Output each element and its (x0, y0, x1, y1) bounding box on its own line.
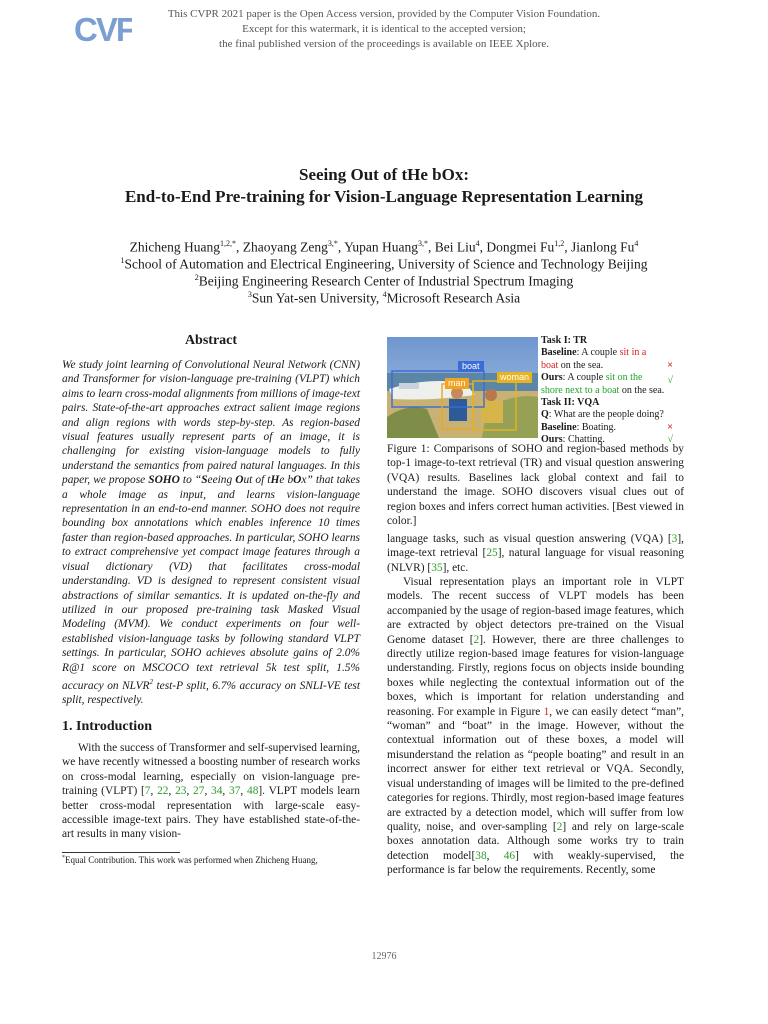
figure-reference-link[interactable]: 1 (543, 705, 550, 718)
citation-link[interactable]: 35 (431, 561, 443, 574)
citation-link[interactable]: 34 (211, 785, 223, 798)
figure-1-task-panel (541, 335, 681, 447)
correct-text: sit on the (605, 372, 643, 384)
banner-line-3: the final published version of the proceedings is available on IEEE Xplore. (219, 38, 549, 50)
task-text: : What are the people doing? (548, 409, 664, 421)
task-text: : Boating. (576, 421, 617, 433)
affil-text: School of Automation and Electrical Engineering, University of Science and Technology Beijing (124, 256, 648, 272)
task-text: on the sea. (619, 384, 665, 396)
banner-line-1: This CVPR 2021 paper is the Open Access version, provided by the Computer Vision Foundation. (167, 8, 601, 20)
task-1-title (541, 335, 681, 347)
citation-link[interactable]: 3 (671, 533, 678, 545)
abstract-text: e b (279, 474, 294, 487)
task-heading: Task II (541, 397, 572, 409)
cross-mark-icon: × (667, 359, 673, 371)
citation-link[interactable]: 38 (475, 849, 487, 862)
author-name: Jianlong Fu (570, 239, 635, 255)
body-text: ], natural language for visual reasoning (NLVR) [ (387, 547, 685, 574)
introduction-paragraph: With the success of Transformer and self-supervised learning, we have recently witnessed a boosting number of research works on cross-modal learning, especially on vision-language pre-training (VLPT) [7, 22, 23, 27, 34, 37, 48]. VLPT models learn better cross-modal representation with large-scale easy-accessible image-text pairs. They have established state-of-the-art results in many vision- (62, 742, 360, 841)
caption-label: Figure 1: (387, 443, 430, 455)
citation-link[interactable]: 37 (229, 785, 241, 798)
ours-label: Ours (541, 434, 563, 446)
tr-baseline-line-2 (541, 360, 681, 372)
author-affil-sup: 4 (634, 239, 639, 248)
intro-text: With the success of Transformer and self-supervised learning, we have recently witnessed a boosting number of research works on cross-modal learning, especially on vision-language pre-training (VLPT) [ (62, 742, 360, 798)
vqa-question (541, 409, 681, 421)
author-affil-sup: 1,2,* (219, 239, 236, 248)
footnote-text: Equal Contribution. This work was performed when Zhicheng Huang, (65, 855, 318, 865)
baseline-label: Baseline (541, 421, 577, 433)
author-name: Yupan Huang (344, 239, 418, 255)
citation-link[interactable]: 7 (144, 785, 151, 798)
affil-sup: 3 (247, 290, 252, 299)
paper-title-line-2: End-to-End Pre-training for Vision-Language Representation Learning (124, 187, 644, 206)
author-name: Dongmei Fu (486, 239, 555, 255)
svg-text:CVF: CVF (74, 12, 132, 46)
abstract-acronym-letter: O (235, 474, 244, 487)
affil-text: Microsoft Research Asia (386, 290, 521, 306)
task-text: : A couple (562, 372, 606, 384)
abstract-text: test-P split, 6.7% accuracy on SNLI-VE test split, respectively. (62, 679, 360, 707)
affil-text: Beijing Engineering Research Center of Industrial Spectrum Imaging (198, 273, 574, 289)
wrong-text: boat (541, 359, 559, 371)
introduction-heading: 1. Introduction (62, 719, 152, 734)
citation-link[interactable]: 48 (247, 785, 259, 798)
body-text: Visual representation plays an important role in VLPT models. The recent success of VLPT models has been accompanied by the usage of region-based image features, which are extracted by object detectors pre-trained on the Visual Genome dataset [ (387, 576, 684, 646)
tr-baseline-line-1 (541, 347, 681, 359)
ours-label: Ours (541, 372, 563, 384)
citation-link[interactable]: 23 (175, 785, 187, 798)
caption-text: Comparisons of SOHO and region-based methods by top-1 image-to-text retrieval (TR) and visual question answering (VQA) results. Baselines lack global context and fail to understand the image. SOHO discovers visual clues out of region boxes and infers correct human activities. [Best viewed in color.] (387, 443, 684, 528)
tr-ours-line-2 (541, 385, 681, 397)
affiliation-3-4 (0, 286, 768, 307)
author-list: Zhicheng Huang$^{1,2,*}$, Zhaoyang Zeng$^{3,*}$, Yupan Huang$^{3,*}$, Bei Liu$^4$, Dongmei Fu$^{1,2}$, Jianlong Fu$^4$ (129, 239, 639, 255)
citation-link[interactable]: 22 (157, 785, 169, 798)
author-name: Bei Liu (434, 239, 476, 255)
affil-text: Sun Yat-sen University, (251, 290, 383, 306)
author-affil-sup: 4 (475, 239, 480, 248)
correct-text: shore next to a boat (541, 384, 620, 396)
body-text: , (486, 849, 504, 862)
abstract-text: eeing (207, 474, 236, 487)
abstract-sup: 2 (149, 677, 154, 686)
author-name: Zhicheng Huang (129, 239, 220, 255)
right-paragraph-1 (387, 532, 684, 575)
body-text: ]. However, there are three challenges to directly utilize region-based image features for vision-language understanding. Firstly, regions focus on objects inside bounding boxes while neglecting the contextual information out of the boxes, which is important for relation understanding and reasoning. For example in Figure (387, 633, 684, 718)
author-affil-sup: 1,2 (554, 239, 565, 248)
abstract-body (62, 358, 360, 708)
task-text: : Chatting. (562, 434, 605, 446)
body-text: language tasks, such as visual question answering (VQA) [ (387, 533, 672, 545)
abstract-text: to “ (179, 474, 202, 487)
task-2-title (541, 397, 681, 409)
baseline-label: Baseline (541, 347, 577, 359)
task-text: on the sea. (558, 359, 604, 371)
body-text: ], etc. (442, 561, 469, 574)
task-name: : VQA (571, 397, 600, 409)
abstract-text: We study joint learning of Convolutional Neural Network (CNN) and Transformer for vision-language pre-training (VLPT) which aims to learn cross-modal alignments from millions of image-text pairs. State-of-the-art approaches extract salient image regions and align regions with words step-by-step. As region-based visual features usually represent parts of an image, it is challenging for existing vision-language models to fully understand the semantics from paired natural languages. In this paper, we propose (62, 359, 360, 487)
abstract-acronym-letter: S (201, 474, 208, 487)
body-text: ] and rely on large-scale boxes annotation data. Although some works try to train detection model[ (387, 820, 684, 862)
vqa-baseline (541, 422, 681, 434)
body-text: , we can easily detect “man”, “woman” and “boat” in the image. However, without the contextual information out of these boxes, a model will misunderstand the relation as “people boating” and result in an incorrect answer for either text retrieval or VQA. Secondly, visual understanding of images will be limited to the pre-defined categories for regions. Thirdly, most region-based image features are extracted by a detection model, which will suffer from low quality, noise, and over-sampling [ (387, 705, 684, 833)
check-mark-icon: √ (667, 375, 673, 387)
body-text: ] with weakly-supervised, the performance is far below the requirements. Recently, some (387, 849, 684, 877)
abstract-acronym-letter: H (270, 474, 280, 487)
citation-link[interactable]: 2 (473, 633, 480, 646)
task-name: : TR (567, 335, 588, 346)
citation-link[interactable]: 27 (193, 785, 205, 798)
author-name: Zhaoyang Zeng (242, 239, 328, 255)
abstract-text: ut of t (243, 474, 271, 487)
footnote (62, 853, 360, 866)
paper-title-line-1: Seeing Out of tHe bOx: (299, 165, 469, 184)
citation-link[interactable]: 46 (503, 849, 516, 862)
abstract-soho: SOHO (148, 474, 180, 487)
boat-box-label: boat (458, 361, 484, 372)
question-label: Q (541, 409, 549, 421)
check-mark-icon: √ (667, 434, 673, 446)
affil-sup: 1 (120, 256, 125, 265)
abstract-text: x (301, 474, 307, 487)
abstract-text: ” that takes a whole image as input, and learns vision-language representation in an end-to-end manner. SOHO does not require bounding box annotations which enables inference 10 times faster than region-based approaches. In particular, SOHO learns to extract comprehensive yet compact image features through a visual dictionary (VD) that facilitates cross-modal understanding. VD is designed to represent consistent visual abstractions of similar semantics. It is updated on-the-fly and utilized in our proposed pre-training task Masked Visual Modeling (MVM). We conduct experiments on four well-established vision-language tasks by following standard VLPT settings. In particular, SOHO achieves absolute gains of 2.0% R@1 score on MSCOCO text retrieval 5k test split, 1.5% accuracy on NLVR (62, 474, 361, 692)
task-heading: Task I (541, 335, 568, 346)
affil-sup: 4 (382, 290, 387, 299)
author-affil-sup: 3,* (417, 239, 428, 248)
abstract-acronym-letter: O (293, 474, 302, 487)
footnote-mark: * (62, 855, 65, 861)
wrong-text: sit in a (619, 347, 647, 359)
open-access-banner (0, 7, 768, 52)
banner-line-2: Except for this watermark, it is identical to the accepted version; (242, 23, 526, 35)
figure-1-caption (387, 442, 684, 528)
affil-sup: 2 (194, 273, 199, 282)
tr-ours-line-1 (541, 372, 681, 387)
citation-link[interactable]: 25 (486, 547, 498, 560)
citation-link[interactable]: 2 (556, 820, 563, 833)
man-box-label: man (445, 378, 469, 389)
woman-box-label: woman (497, 372, 532, 383)
body-text: ], image-text retrieval [ (387, 533, 684, 560)
page-number: 12976 (371, 951, 397, 962)
abstract-heading: Abstract (184, 333, 238, 348)
author-affil-sup: 3,* (327, 239, 338, 248)
right-paragraph-2 (387, 575, 684, 878)
task-text: : A couple (576, 347, 620, 359)
cross-mark-icon: × (667, 421, 673, 433)
intro-text: ]. VLPT models learn better cross-modal representation with large-scale easy-accessible image-text pairs. They have established state-of-the-art results in many vision- (62, 785, 360, 841)
figure-1-image (387, 337, 538, 438)
